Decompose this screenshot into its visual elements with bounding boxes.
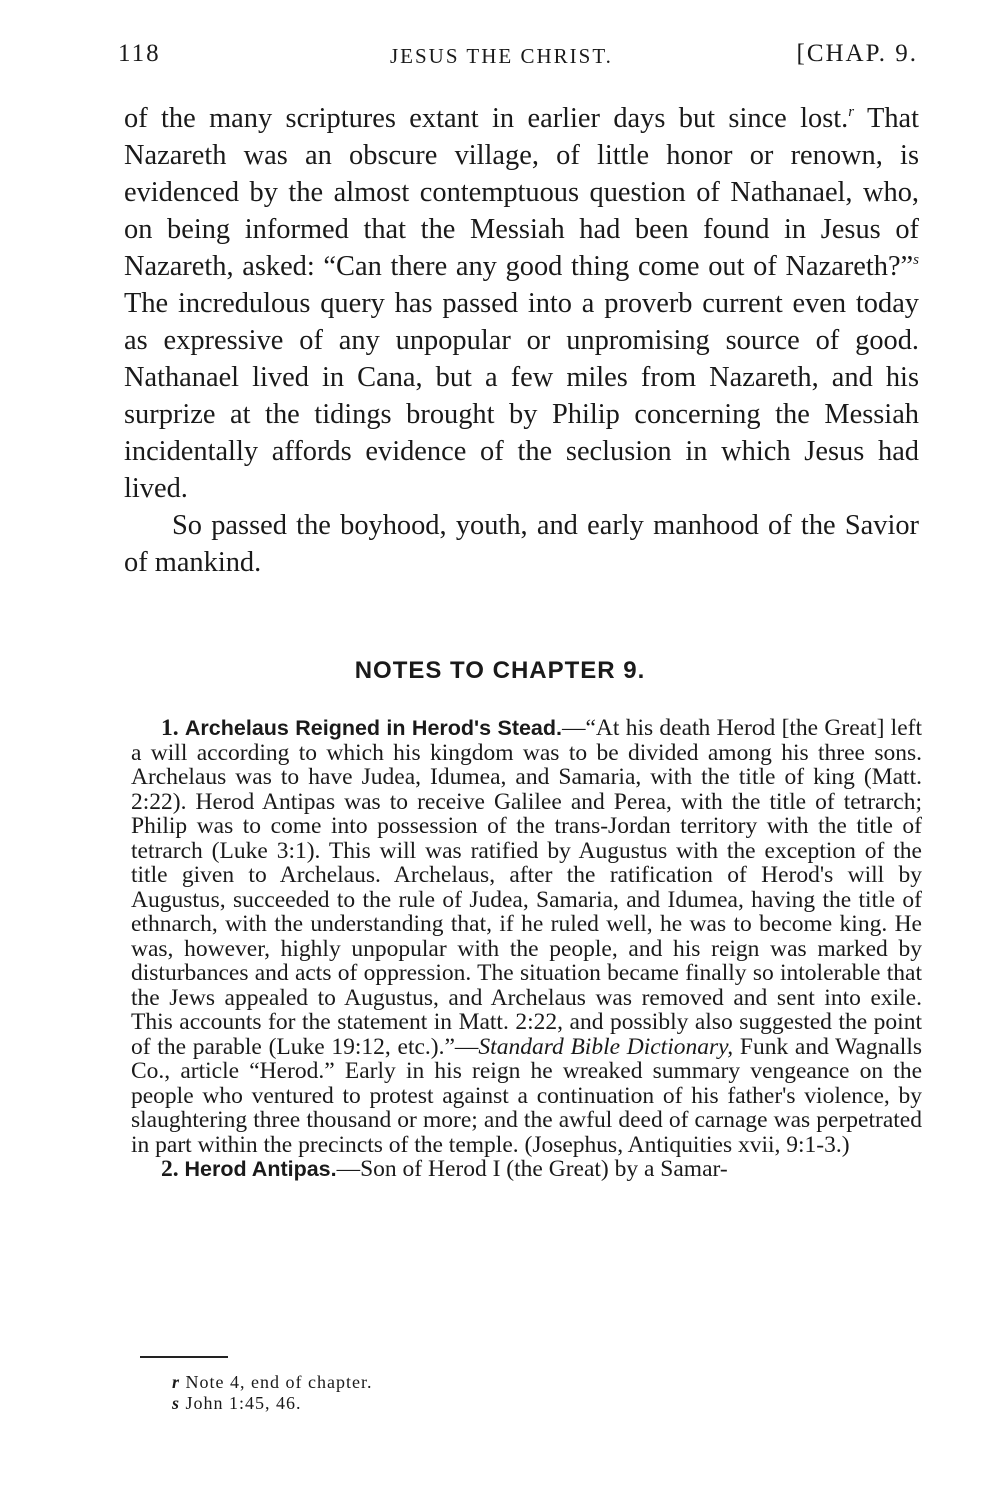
note-2	[131, 1157, 922, 1182]
note-text: Funk and Wagnalls Co., article “Herod.” Early in his reign he wreaked summary vengeance on the people who ventured to protest against a continuation of his father's violence, by slaughtering three thousand or more; and the awful deed of carnage was perpetrated in part within the precincts of the temple. (Josephus, Antiquities xvii, 9:1-3.)	[131, 1033, 922, 1158]
note-heading: Herod Antipas.	[184, 1157, 337, 1181]
paragraph: So passed the boyhood, youth, and early manhood of the Savior of mankind.	[124, 510, 919, 578]
chapter-notes	[131, 716, 922, 1182]
footnote-text: Note 4, end of chapter.	[185, 1372, 373, 1392]
main-text	[124, 100, 919, 581]
footnote	[172, 1372, 372, 1393]
note-source: Standard Bible Dictionary,	[478, 1033, 734, 1060]
footnotes	[172, 1372, 372, 1414]
running-title: JESUS THE CHRIST.	[390, 44, 613, 68]
note-number: 2.	[161, 1156, 179, 1182]
footnote-divider	[140, 1356, 228, 1358]
chapter-label: [CHAP. 9.	[796, 40, 918, 67]
footnote-marker: r	[848, 104, 855, 120]
page-number: 118	[118, 40, 161, 67]
note-heading: Archelaus Reigned in Herod's Stead.	[184, 716, 562, 740]
note-number: 1.	[161, 715, 179, 741]
footnote-marker: s	[913, 252, 919, 268]
paragraph-text: The incredulous query has passed into a proverb current even today as expressive of any unpopular or unpromising source of good. Nathanael lived in Cana, but a few miles from Nazareth, and his surprize at the tidings brought by Philip concerning the Messiah incidentally affords evidence of the seclusion in which Jesus had lived.	[124, 288, 919, 504]
page-header	[118, 40, 918, 80]
note-1	[131, 716, 922, 1157]
paragraph	[124, 100, 919, 507]
note-text: —“At his death Herod [the Great] left a will according to which his kingdom was to be divided among his three sons. Archelaus was to have Judea, Idumea, and Samaria, with the title of king (Matt. 2:22). Herod Antipas was to receive Galilee and Perea, with the title of tetrarch; Philip was to come into possession of the trans-Jordan territory with the title of tetrarch (Luke 3:1). This will was ratified by Augustus with the exception of the title given to Archelaus. Archelaus, after the ratification of Herod's will by Augustus, succeeded to the rule of Judea, Samaria, and Idumea, having the title of ethnarch, with the understanding that, if he ruled well, he was to become king. He was, however, highly unpopular with the people, and his reign was marked by disturbances and acts of oppression. The situation became finally so intolerable that the Jews appealed to Augustus, and Archelaus was removed and sent into exile. This accounts for the statement in Matt. 2:22, and possibly also suggested the point of the parable (Luke 19:12, etc.).”—	[131, 715, 922, 1060]
footnote	[172, 1393, 372, 1414]
note-text: —Son of Herod I (the Great) by a Samar-	[336, 1156, 728, 1182]
notes-heading: NOTES TO CHAPTER 9.	[354, 657, 646, 684]
footnote-text: John 1:45, 46.	[185, 1393, 302, 1413]
footnote-mark: r	[172, 1372, 181, 1392]
paragraph-text: That Nazareth was an obscure village, of little honor or renown, is evidenced by the almost contemptuous question of Nathanael, who, on being informed that the Messiah had been found in Jesus of Nazareth, asked: “Can there any good thing come out of Nazareth?”	[124, 103, 919, 282]
footnote-mark: s	[172, 1393, 181, 1413]
paragraph-text: of the many scriptures extant in earlier days but since lost.	[124, 103, 849, 134]
